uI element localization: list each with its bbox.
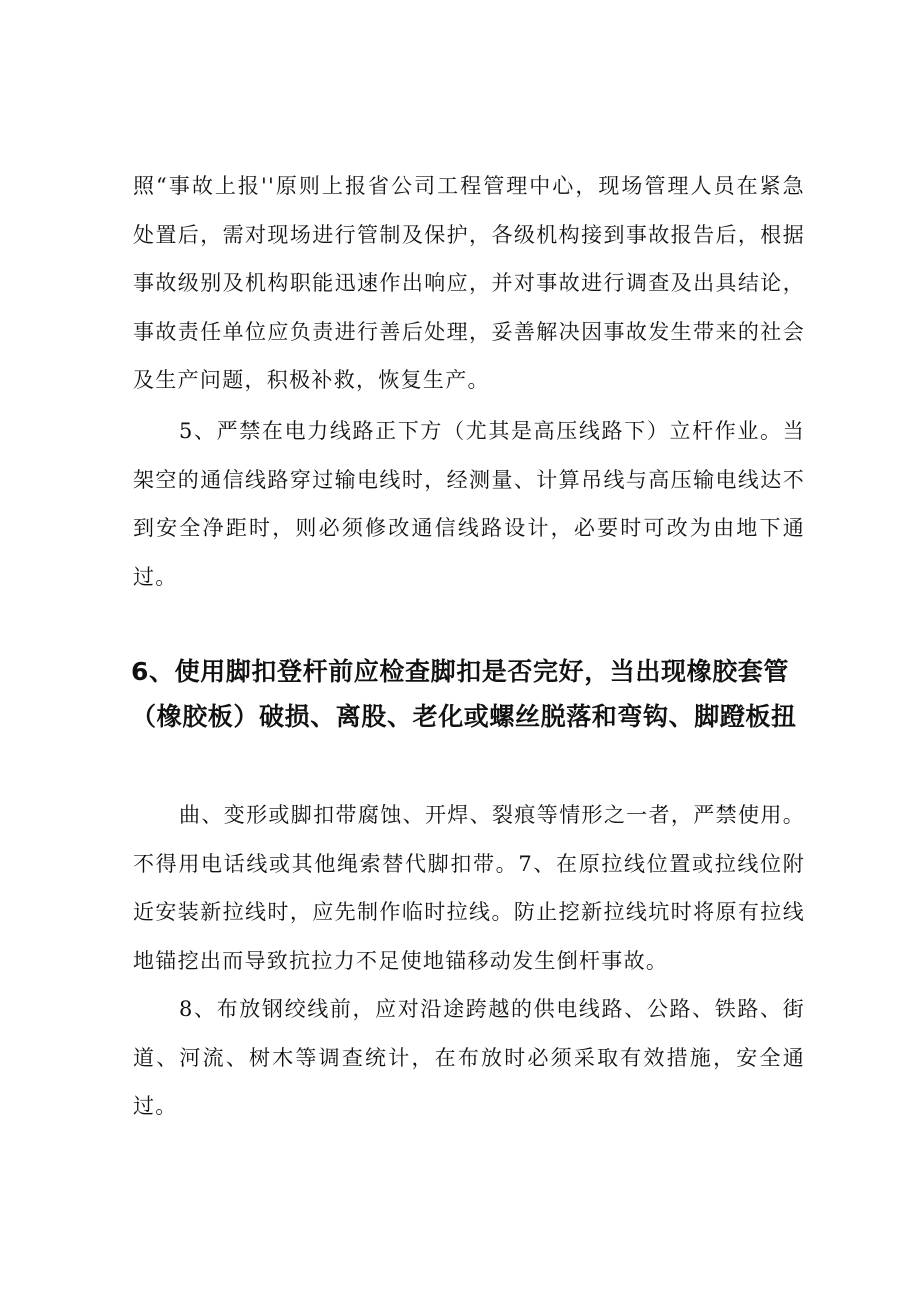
paragraph-accident-reporting: 照“事故上报''原则上报省公司工程管理中心，现场管理人员在紧急处置后，需对现场进行管制及保护，各级机构接到事故报告后，根据事故级别及机构职能迅速作出响应，并对事故进行调查及出具结论，事故责任单位应负责进行善后处理，妥善解决因事故发生带来的社会及生产问题，积极补救，恢复生产。 <box>133 174 805 392</box>
paragraph-item-8: 8、布放钢绞线前，应对沿途跨越的供电线路、公路、铁路、街道、河流、树木等调查统计，在布放时必须采取有效措施，安全通过。 <box>133 997 805 1118</box>
section-heading-item-6: 6、使用脚扣登杆前应检查脚扣是否完好，当出现橡胶套管（橡胶板）破损、离股、老化或螺丝脱落和弯钩、脚蹬板扭 <box>131 657 797 731</box>
paragraph-item-6-7-continuation: 曲、变形或脚扣带腐蚀、开焊、裂痕等情形之一者，严禁使用。不得用电话线或其他绳索替代脚扣带。7、在原拉线位置或拉线位附近安装新拉线时，应先制作临时拉线。防止挖新拉线坑时将原有拉线地锚挖出而导致抗拉力不足使地锚移动发生倒杆事故。 <box>133 803 805 973</box>
paragraph-item-5: 5、严禁在电力线路正下方（尤其是高压线路下）立杆作业。当架空的通信线路穿过输电线时，经测量、计算吊线与高压输电线达不到安全净距时，则必须修改通信线路设计，必要时可改为由地下通过。 <box>133 419 805 589</box>
